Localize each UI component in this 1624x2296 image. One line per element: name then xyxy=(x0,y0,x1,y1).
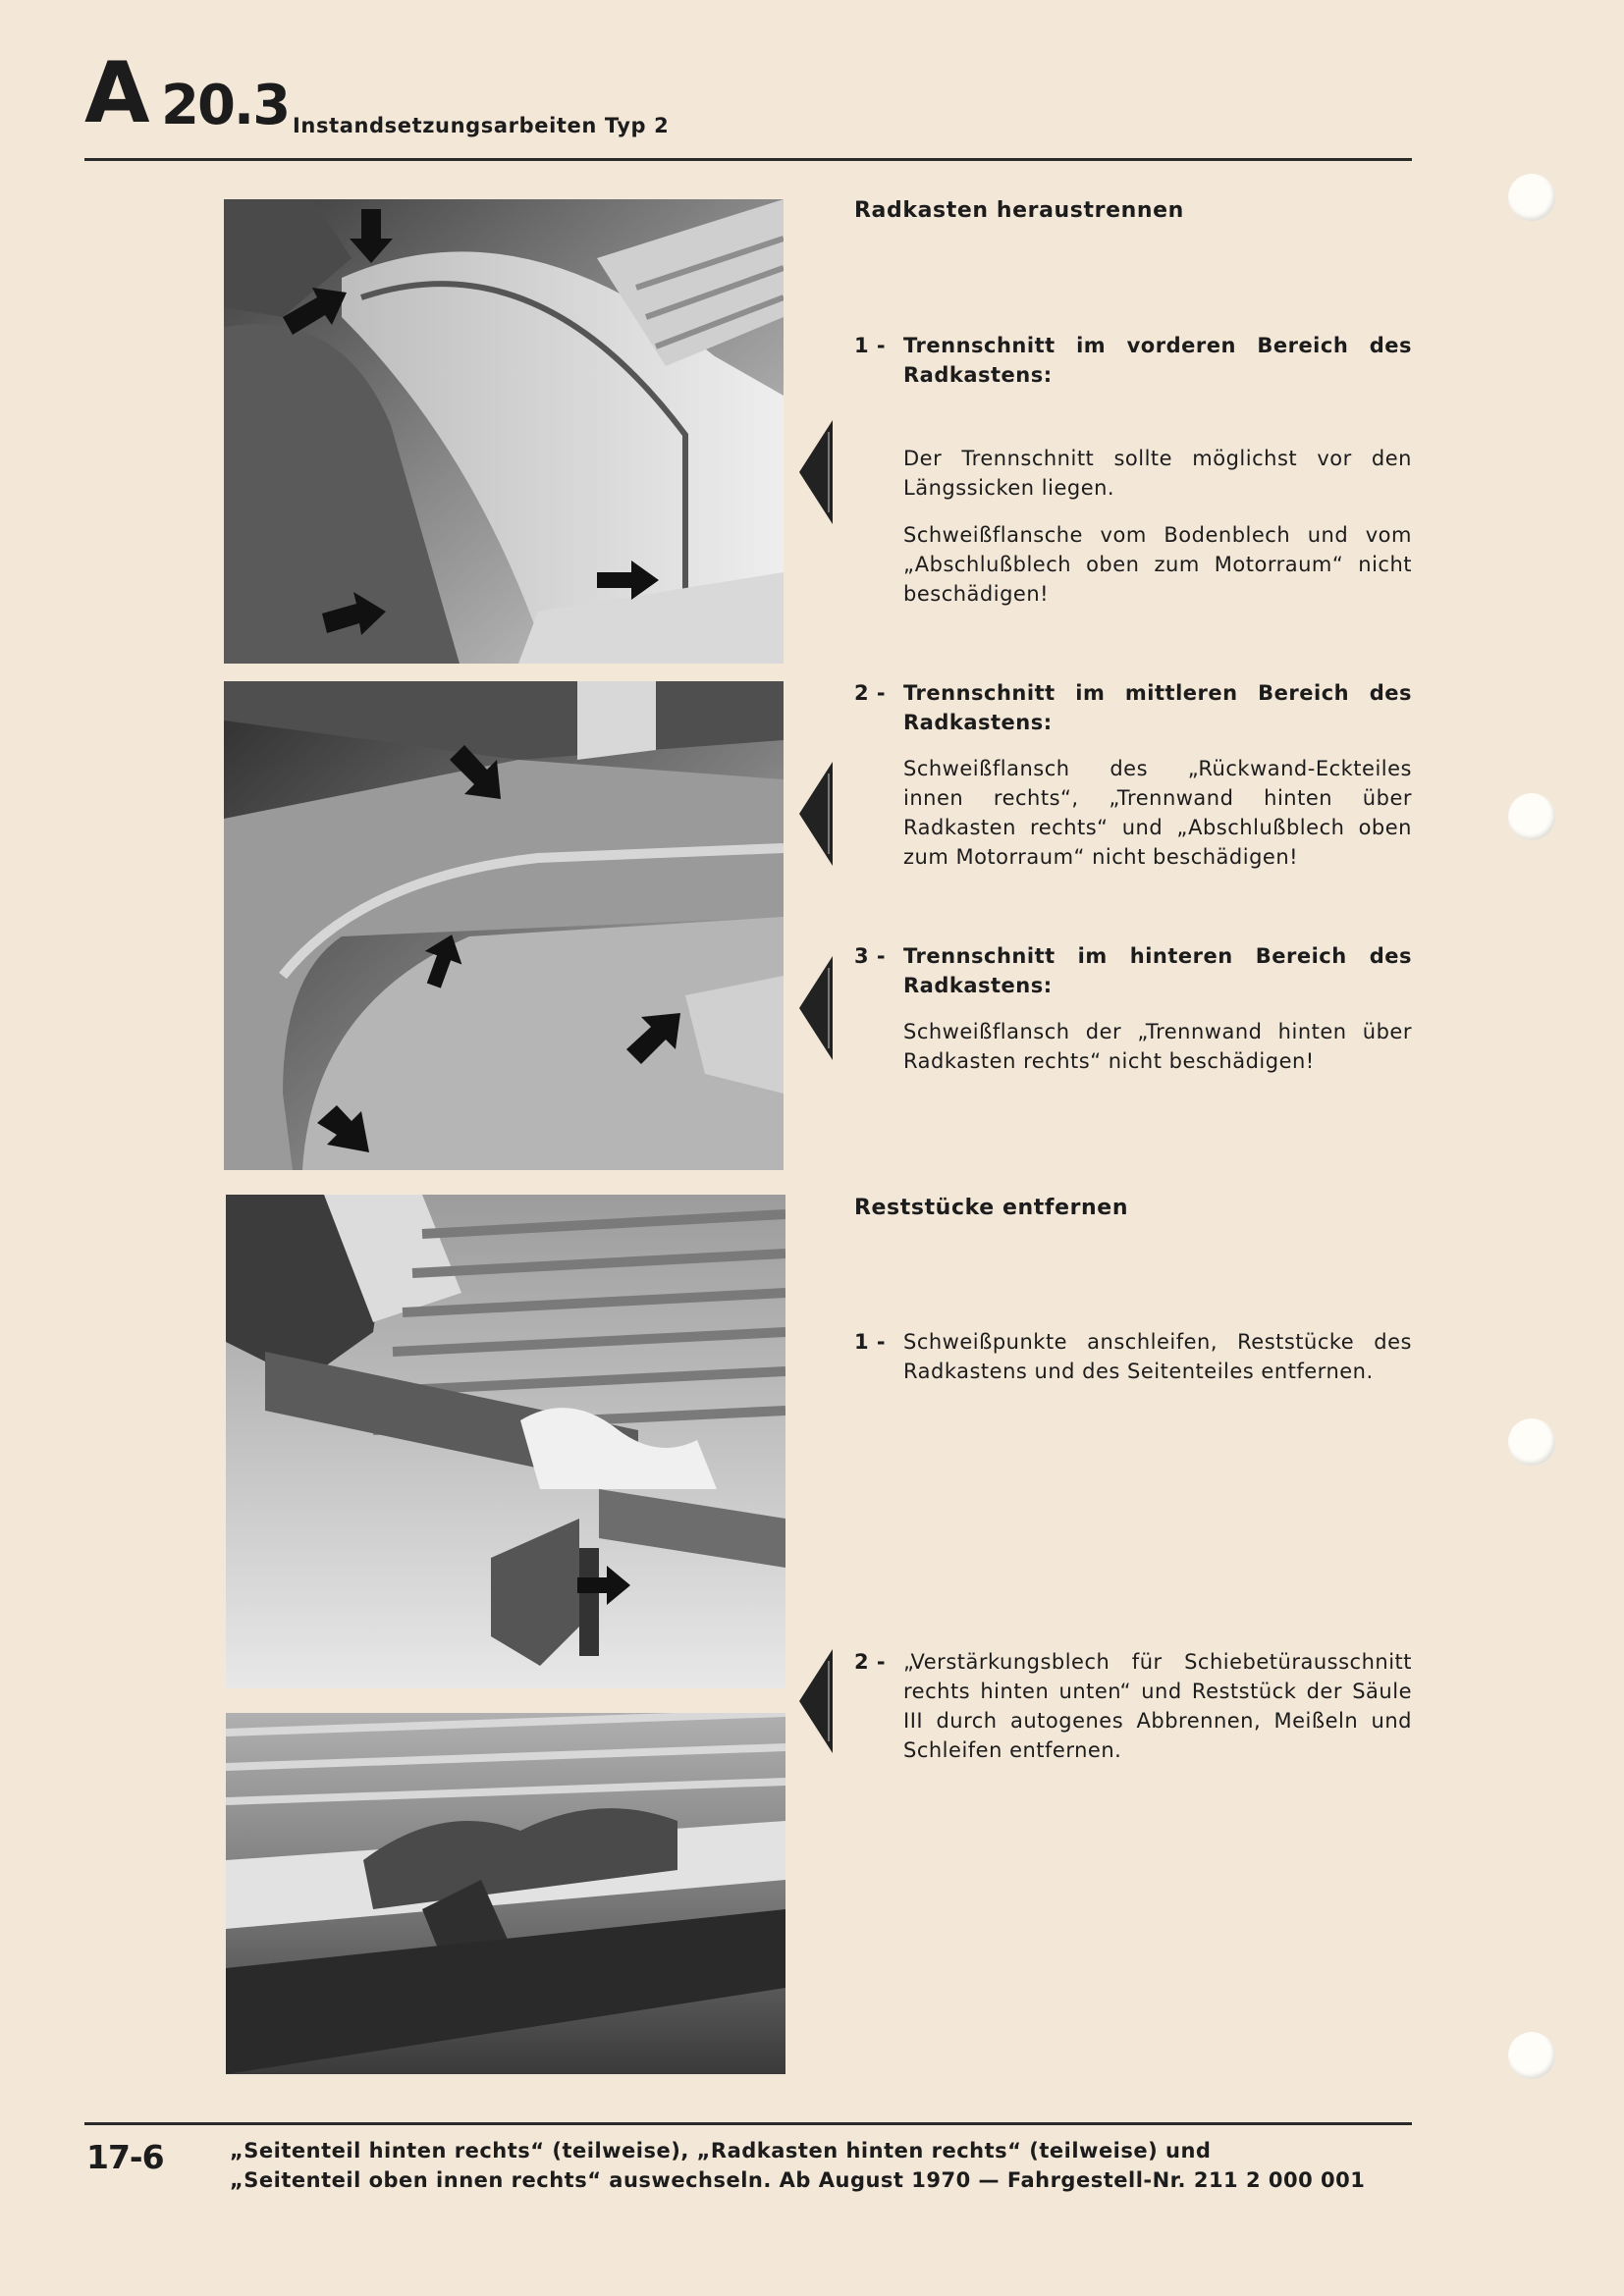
step-number: 3 - xyxy=(854,944,887,968)
footer-rule xyxy=(84,2122,1412,2125)
binder-hole xyxy=(1508,174,1555,221)
photo-wheelhouse-front-cut xyxy=(224,199,784,664)
step-item xyxy=(854,678,1412,737)
footer-line-1: „Seitenteil hinten rechts“ (teilweise), „Radkasten hinten rechts“ (teilweise) und xyxy=(230,2139,1212,2163)
photo-sill-closeup xyxy=(226,1713,785,2074)
step-item xyxy=(854,1647,1412,1765)
footer-title xyxy=(230,2136,1418,2195)
step-paragraph: Der Trennschnitt sollte möglichst vor den Längssicken liegen. xyxy=(903,447,1412,500)
binder-hole xyxy=(1508,1418,1555,1466)
pointer-triangle-icon xyxy=(799,1649,835,1753)
pointer-triangle-icon xyxy=(799,956,835,1060)
step-number: 1 - xyxy=(854,334,887,357)
pointer-triangle-icon xyxy=(799,420,835,524)
step-item xyxy=(854,331,1412,390)
page-number: 17-6 xyxy=(86,2138,164,2176)
step-item xyxy=(854,941,1412,1000)
step-number: 2 - xyxy=(854,1650,887,1674)
binder-hole xyxy=(1508,793,1555,840)
pointer-triangle-icon xyxy=(799,762,835,866)
step-text: Schweißpunkte anschleifen, Reststücke des Radkastens und des Seitenteiles entfernen. xyxy=(903,1330,1412,1383)
step-item xyxy=(854,1327,1412,1386)
photo-wheelhouse-middle-rear-cut xyxy=(224,681,784,1170)
step-paragraph: Schweißflansch des „Rückwand-Eckteiles innen rechts“, „Trennwand hinten über Radkasten rechts“ und „Abschlußblech oben zum Motorraum“ nicht beschädigen! xyxy=(903,757,1412,869)
section-code-number: 20.3 xyxy=(161,74,290,137)
step-title: Trennschnitt im vorderen Bereich des Radkastens: xyxy=(903,334,1412,387)
section-heading-radkasten: Radkasten heraustrennen xyxy=(854,198,1184,223)
step-paragraph: Schweißflansche vom Bodenblech und vom „Abschlußblech oben zum Motorraum“ nicht beschädigen! xyxy=(903,523,1412,606)
footer-line-2: „Seitenteil oben innen rechts“ auswechseln. Ab August 1970 — Fahrgestell-Nr. 211 2 000 001 xyxy=(230,2168,1366,2192)
step-number: 2 - xyxy=(854,681,887,705)
header-rule xyxy=(84,158,1412,161)
step-title: Trennschnitt im mittleren Bereich des Radkastens: xyxy=(903,681,1412,734)
page-subtitle: Instandsetzungsarbeiten Typ 2 xyxy=(293,114,670,137)
step-title: Trennschnitt im hinteren Bereich des Radkastens: xyxy=(903,944,1412,997)
section-heading-reststuecke: Reststücke entfernen xyxy=(854,1196,1129,1220)
step-number: 1 - xyxy=(854,1330,887,1354)
photo-residual-parts xyxy=(226,1195,785,1688)
step-text: „Verstärkungsblech für Schiebetürausschnitt rechts hinten unten“ und Reststück der Säule III durch autogenes Abbrennen, Meißeln und Schleifen entfernen. xyxy=(903,1650,1412,1762)
section-code-letter: A xyxy=(84,44,146,142)
step-paragraph: Schweißflansch der „Trennwand hinten über Radkasten rechts“ nicht beschädigen! xyxy=(903,1020,1412,1073)
binder-hole xyxy=(1508,2032,1555,2079)
